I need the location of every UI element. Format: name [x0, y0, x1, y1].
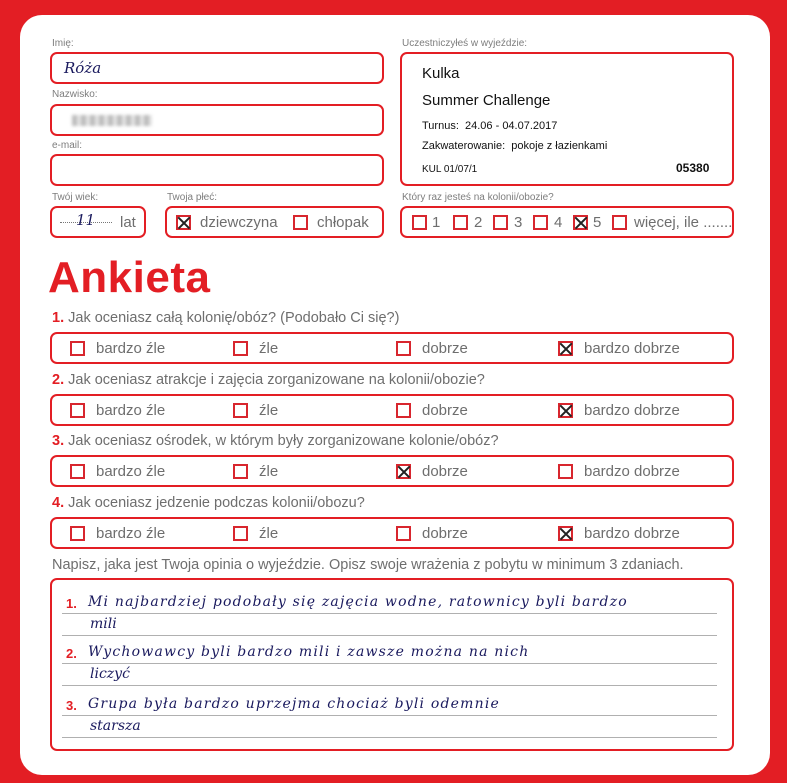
times-option-3: 3 — [514, 214, 523, 231]
answer-option-label: bardzo dobrze — [584, 402, 680, 419]
times-checkbox-3[interactable] — [493, 215, 508, 230]
writing-line — [62, 715, 717, 716]
writing-line — [62, 737, 717, 738]
times-option-more: więcej, ile ....... — [634, 214, 733, 231]
age-unit: lat — [120, 214, 136, 231]
question-number: 3. — [52, 433, 65, 449]
answer-checkbox[interactable] — [558, 403, 573, 418]
question-1-answers — [50, 332, 734, 364]
answer-option-label: bardzo źle — [96, 340, 166, 357]
trip-accommodation: Zakwaterowanie: pokoje z łazienkami — [422, 140, 608, 152]
opinion-number: 1. — [66, 596, 77, 611]
question-text: Jak oceniasz atrakcje i zajęcia zorganizowane na kolonii/obozie? — [68, 372, 485, 388]
question-number: 4. — [52, 495, 65, 511]
question-4-answers — [50, 517, 734, 549]
times-field — [400, 206, 734, 238]
answer-option-label: bardzo źle — [96, 463, 166, 480]
handwritten-answer: Grupa była bardzo uprzejma chociaż byli odemnie — [88, 696, 501, 712]
gender-field — [165, 206, 384, 238]
answer-checkbox[interactable] — [70, 526, 85, 541]
question-text: Jak oceniasz całą kolonię/obóz? (Podobało Ci się?) — [68, 310, 400, 326]
gender-label: Twoja płeć: — [167, 192, 218, 203]
answer-checkbox[interactable] — [233, 341, 248, 356]
question-1 — [52, 310, 399, 326]
redacted-name-blur — [72, 115, 152, 126]
writing-line — [62, 685, 717, 686]
answer-checkbox[interactable] — [558, 526, 573, 541]
handwritten-answer: Mi najbardziej podobały się zajęcia wodne, ratownicy byli bardzo — [88, 594, 628, 610]
times-checkbox-2[interactable] — [453, 215, 468, 230]
answer-option-label: bardzo dobrze — [584, 463, 680, 480]
handwritten-answer: Wychowawcy byli bardzo mili i zawsze można na nich — [88, 644, 530, 660]
last-name-label: Nazwisko: — [52, 89, 98, 100]
age-value: 11 — [76, 211, 96, 229]
trip-label: Uczestniczyłeś w wyjeździe: — [402, 38, 528, 49]
question-3 — [52, 433, 499, 449]
answer-checkbox[interactable] — [396, 526, 411, 541]
answer-checkbox[interactable] — [558, 464, 573, 479]
handwritten-answer: liczyć — [90, 666, 130, 682]
answer-checkbox[interactable] — [70, 403, 85, 418]
writing-line — [62, 613, 717, 614]
answer-checkbox[interactable] — [233, 403, 248, 418]
email-label: e-mail: — [52, 140, 83, 151]
last-name-field[interactable] — [50, 104, 384, 136]
answer-option-label: dobrze — [422, 525, 468, 542]
writing-line — [62, 663, 717, 664]
times-label: Który raz jesteś na kolonii/obozie? — [402, 192, 554, 203]
opinion-number: 3. — [66, 698, 77, 713]
gender-option-boy: chłopak — [317, 214, 369, 231]
answer-option-label: źle — [259, 525, 279, 542]
opinion-prompt: Napisz, jaka jest Twoja opinia o wyjeździe. Opisz swoje wrażenia z pobytu w minimum 3 zdaniach. — [52, 557, 684, 573]
trip-name: Summer Challenge — [422, 92, 551, 109]
first-name-value: Róża — [64, 59, 102, 77]
times-option-1: 1 — [432, 214, 441, 231]
answer-checkbox[interactable] — [233, 464, 248, 479]
times-option-4: 4 — [554, 214, 563, 231]
question-4 — [52, 495, 365, 511]
question-2-answers — [50, 394, 734, 426]
times-option-2: 2 — [474, 214, 483, 231]
answer-option-label: dobrze — [422, 340, 468, 357]
answer-checkbox[interactable] — [396, 403, 411, 418]
question-number: 1. — [52, 310, 65, 326]
question-2 — [52, 372, 485, 388]
answer-option-label: bardzo dobrze — [584, 340, 680, 357]
answer-option-label: źle — [259, 402, 279, 419]
trip-company: Kulka — [422, 65, 460, 82]
age-label: Twój wiek: — [52, 192, 99, 203]
writing-line — [62, 635, 717, 636]
question-text: Jak oceniasz jedzenie podczas kolonii/obozu? — [68, 495, 365, 511]
answer-checkbox[interactable] — [70, 464, 85, 479]
question-number: 2. — [52, 372, 65, 388]
answer-checkbox[interactable] — [396, 341, 411, 356]
times-checkbox-4[interactable] — [533, 215, 548, 230]
answer-checkbox[interactable] — [233, 526, 248, 541]
gender-option-girl: dziewczyna — [200, 214, 278, 231]
answer-option-label: bardzo źle — [96, 525, 166, 542]
times-checkbox-5[interactable] — [573, 215, 588, 230]
times-checkbox-more[interactable] — [612, 215, 627, 230]
answer-option-label: dobrze — [422, 463, 468, 480]
question-3-answers — [50, 455, 734, 487]
answer-checkbox[interactable] — [70, 341, 85, 356]
answer-checkbox[interactable] — [558, 341, 573, 356]
trip-info-box — [400, 52, 734, 186]
answer-option-label: bardzo dobrze — [584, 525, 680, 542]
handwritten-answer: mili — [90, 616, 117, 632]
opinion-number: 2. — [66, 646, 77, 661]
gender-checkbox-boy[interactable] — [293, 215, 308, 230]
answer-checkbox[interactable] — [396, 464, 411, 479]
times-checkbox-1[interactable] — [412, 215, 427, 230]
question-text: Jak oceniasz ośrodek, w którym były zorganizowane kolonie/obóz? — [68, 433, 499, 449]
answer-option-label: źle — [259, 340, 279, 357]
times-option-5: 5 — [593, 214, 602, 231]
answer-option-label: bardzo źle — [96, 402, 166, 419]
gender-checkbox-girl[interactable] — [176, 215, 191, 230]
answer-option-label: dobrze — [422, 402, 468, 419]
trip-number: 05380 — [676, 161, 710, 175]
first-name-field[interactable] — [50, 52, 384, 84]
handwritten-answer: starsza — [90, 718, 141, 734]
survey-title: Ankieta — [48, 253, 211, 302]
email-field[interactable] — [50, 154, 384, 186]
trip-code: KUL 01/07/1 — [422, 164, 478, 175]
answer-option-label: źle — [259, 463, 279, 480]
trip-turnus: Turnus: 24.06 - 04.07.2017 — [422, 120, 558, 132]
age-field[interactable] — [50, 206, 146, 238]
first-name-label: Imię: — [52, 38, 74, 49]
